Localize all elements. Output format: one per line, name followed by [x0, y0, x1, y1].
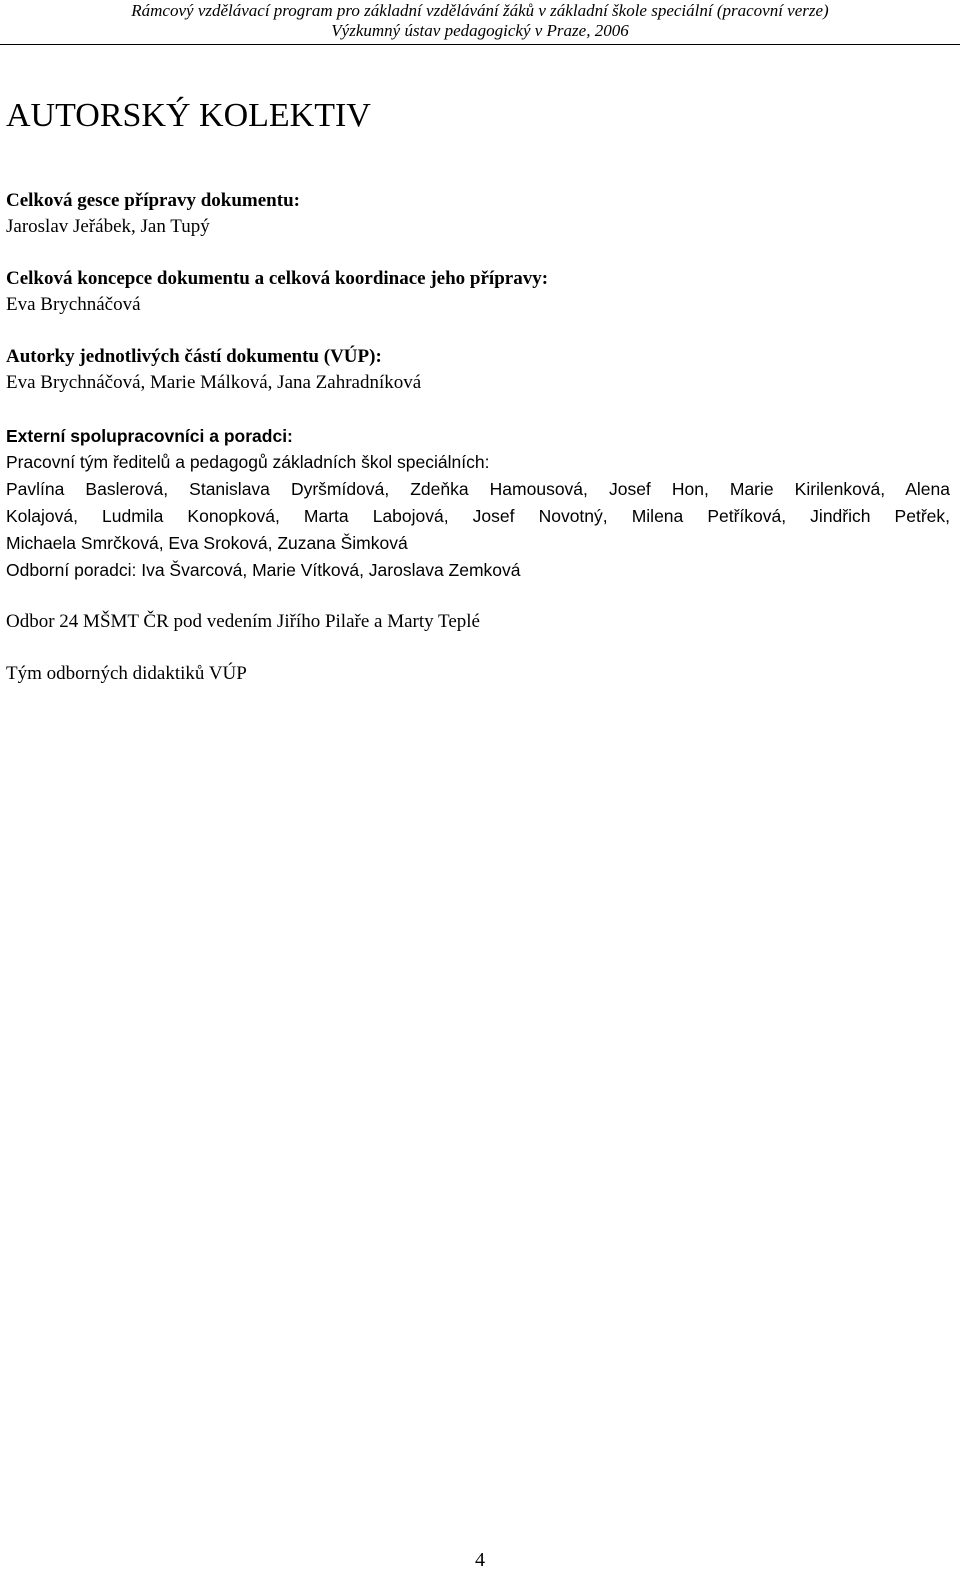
advisors: Odborní poradci: Iva Švarcová, Marie Vítková, Jaroslava Zemková — [6, 560, 521, 580]
externi-heading: Externí spolupracovníci a poradci: — [6, 426, 293, 446]
gesce-names: Jaroslav Jeřábek, Jan Tupý — [6, 216, 210, 237]
page-number: 4 — [475, 1549, 485, 1571]
odbor-msmt: Odbor 24 MŠMT ČR pod vedením Jiřího Pilaře a Marty Teplé — [6, 611, 480, 632]
autorky-heading: Autorky jednotlivých částí dokumentu (VÚP): — [6, 346, 382, 367]
koncepce-names: Eva Brychnáčová — [6, 294, 141, 315]
koncepce-heading: Celková koncepce dokumentu a celková koordinace jeho přípravy: — [6, 268, 549, 289]
autorky-names: Eva Brychnáčová, Marie Málková, Jana Zahradníková — [6, 372, 422, 393]
gesce-heading: Celková gesce přípravy dokumentu: — [6, 190, 300, 211]
tym-didaktiku: Tým odborných didaktiků VÚP — [6, 663, 247, 684]
page-title: AUTORSKÝ KOLEKTIV — [6, 97, 371, 134]
team-label: Pracovní tým ředitelů a pedagogů základních škol speciálních: — [6, 452, 490, 472]
header-document-title: Rámcový vzdělávací program pro základní vzdělávání žáků v základní škole speciální (pracovní verze) — [131, 1, 829, 20]
header-publisher: Výzkumný ústav pedagogický v Praze, 2006 — [331, 21, 629, 40]
header-divider — [0, 44, 960, 45]
page-header — [0, 0, 960, 44]
team-members-line-3: Michaela Smrčková, Eva Sroková, Zuzana Šimková — [6, 533, 408, 553]
team-members-line-2: Kolajová, Ludmila Konopková, Marta Labojová, Josef Novotný, Milena Petříková, Jindřich Petřek, — [6, 506, 950, 526]
team-members-line-1: Pavlína Baslerová, Stanislava Dyršmídová, Zdeňka Hamousová, Josef Hon, Marie Kirilenková, Alena — [6, 479, 950, 499]
